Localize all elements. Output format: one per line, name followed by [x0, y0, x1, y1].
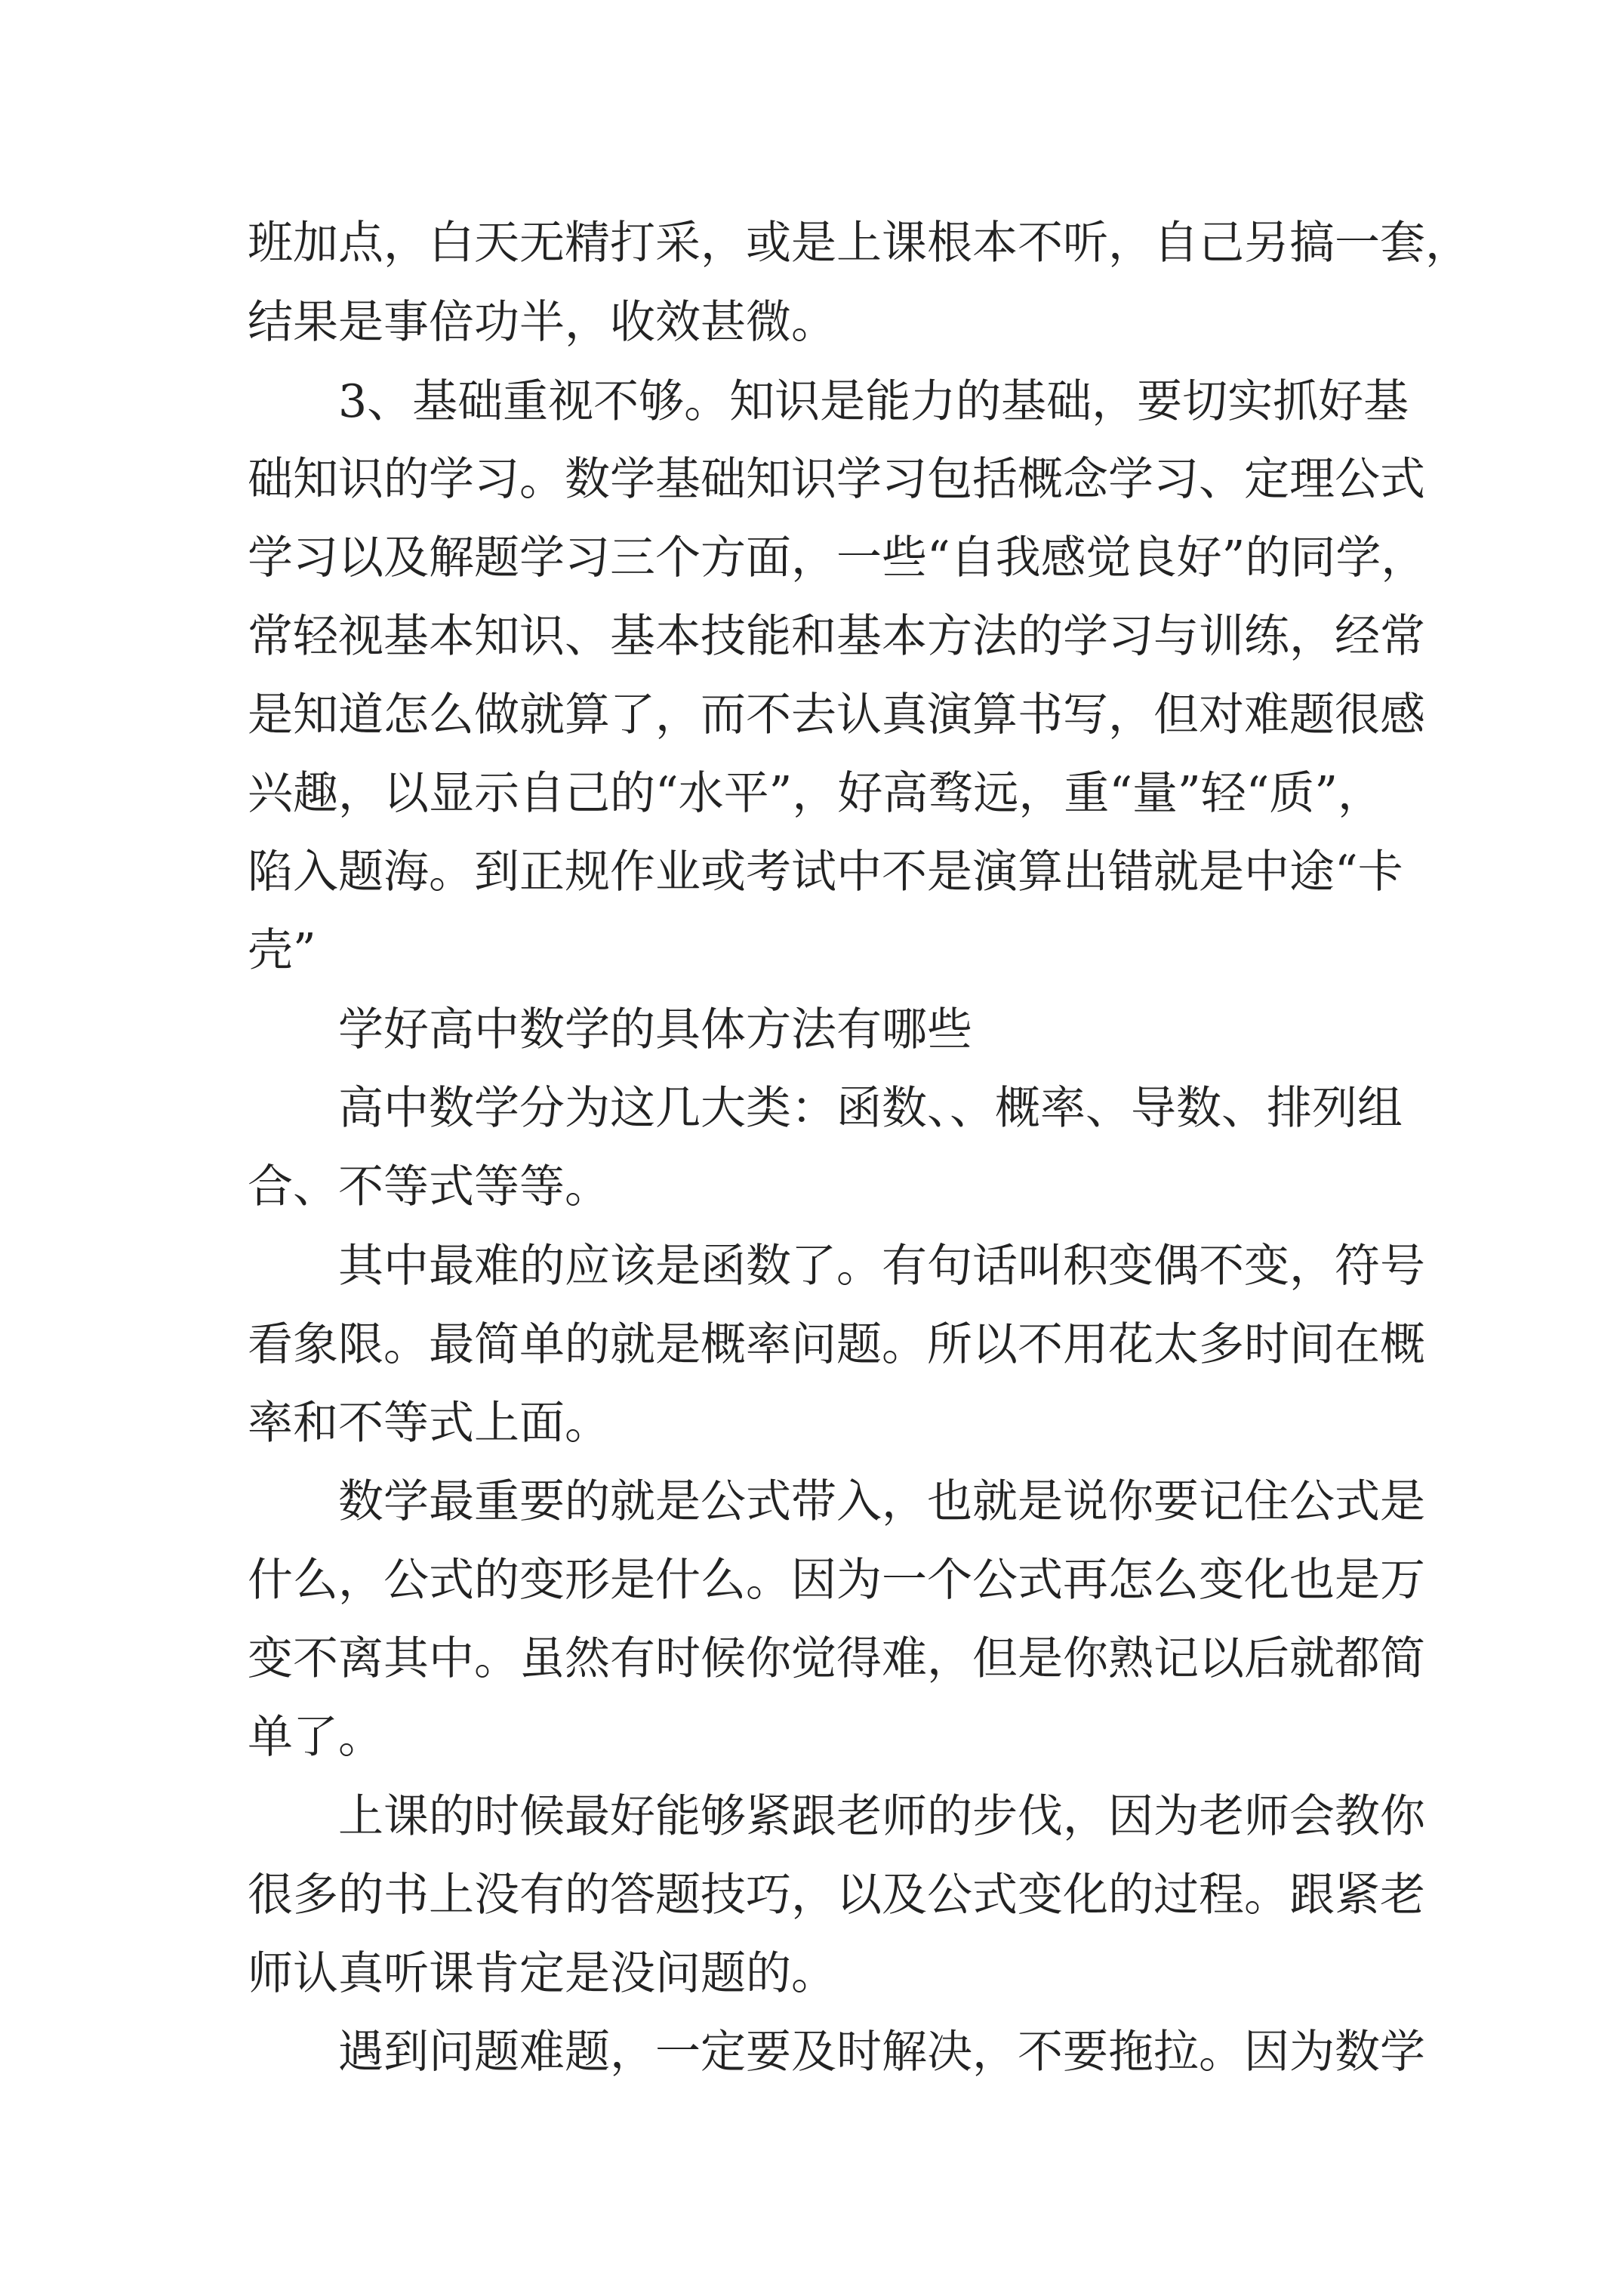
- text-line: 班加点，白天无精打采，或是上课根本不听，自己另搞一套，: [248, 217, 1471, 270]
- text-line: 兴趣，以显示自己的“水平”，好高骛远，重“量”轻“质”，: [248, 767, 1384, 820]
- text-line: 是知道怎么做就算了，而不去认真演算书写，但对难题很感: [248, 689, 1425, 741]
- paragraph-start: 遇到问题难题，一定要及时解决，不要拖拉。因为数学: [338, 2026, 1425, 2079]
- text-line: 陷入题海。到正规作业或考试中不是演算出错就是中途“卡: [248, 846, 1403, 898]
- text-line: 础知识的学习。数学基础知识学习包括概念学习、定理公式: [248, 453, 1425, 506]
- text-line: 合、不等式等等。: [248, 1160, 610, 1213]
- paragraph-start: 其中最难的应该是函数了。有句话叫积变偶不变，符号: [338, 1240, 1425, 1293]
- text-line: 单了。: [248, 1711, 383, 1764]
- paragraph-start: 数学最重要的就是公式带入，也就是说你要记住公式是: [338, 1475, 1425, 1528]
- text-line: 常轻视基本知识、基本技能和基本方法的学习与训练，经常: [248, 610, 1425, 663]
- paragraph-start: 3、基础重视不够。知识是能力的基础，要切实抓好基: [338, 375, 1409, 428]
- paragraph-start: 上课的时候最好能够紧跟老师的步伐，因为老师会教你: [338, 1790, 1425, 1843]
- paragraph-start: 高中数学分为这几大类：函数、、概率、导数、排列组: [338, 1082, 1403, 1135]
- text-line: 率和不等式上面。: [248, 1397, 610, 1450]
- section-heading: 学好高中数学的具体方法有哪些: [338, 1003, 972, 1056]
- text-line: 看象限。最简单的就是概率问题。所以不用花太多时间在概: [248, 1318, 1425, 1371]
- text-line: 什么，公式的变形是什么。因为一个公式再怎么变化也是万: [248, 1554, 1425, 1607]
- text-line: 变不离其中。虽然有时候你觉得难，但是你熟记以后就都简: [248, 1632, 1425, 1685]
- text-line: 师认真听课肯定是没问题的。: [248, 1947, 836, 2000]
- text-line: 学习以及解题学习三个方面，一些“自我感觉良好”的同学，: [248, 532, 1427, 584]
- text-line: 壳”: [248, 924, 316, 977]
- text-line: 结果是事倍功半，收效甚微。: [248, 296, 836, 349]
- text-line: 很多的书上没有的答题技巧，以及公式变化的过程。跟紧老: [248, 1869, 1425, 1922]
